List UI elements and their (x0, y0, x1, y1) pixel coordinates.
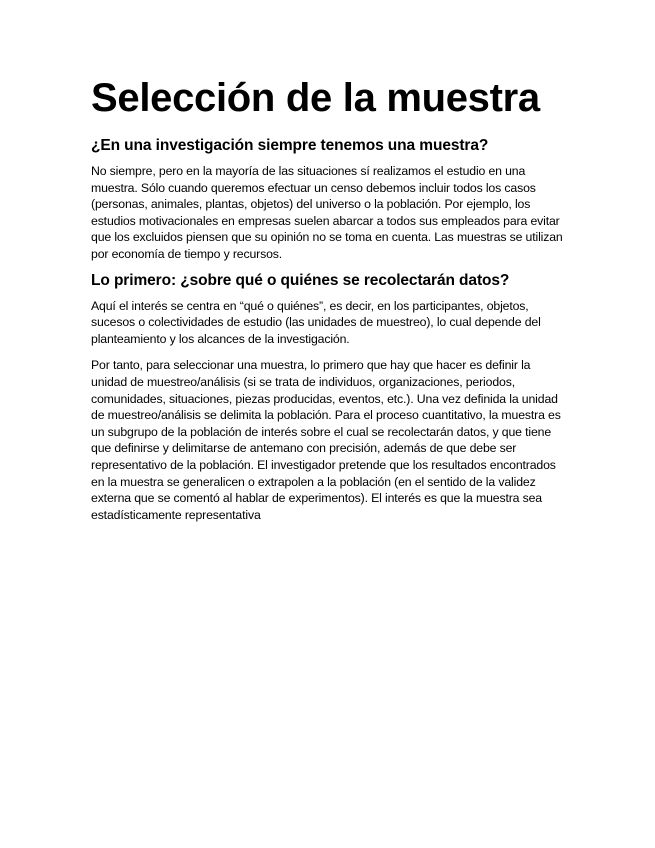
paragraph-sample-explanation: No siempre, pero en la mayoría de las situaciones sí realizamos el estudio en una muestra. Sólo cuando queremos efectuar un censo debemos incluir todos los casos (personas, animales, plantas, objetos) del universo o la población. Por ejemplo, los estudios motivacionales en empresas suelen abarcar a todos sus empleados para evitar que los excluidos piensen que su opinión no se toma en cuenta. Las muestras se utilizan por economía de tiempo y recursos. (91, 164, 563, 261)
section-heading-sample-question: ¿En una investigación siempre tenemos una muestra? (91, 137, 489, 154)
document-page (91, 72, 566, 523)
paragraph-sampling-units: Aquí el interés se centra en “qué o quiénes”, es decir, en los participantes, objetos, sucesos o colectividades de estudio (las unidades de muestreo), lo cual depende del planteamiento y los alcances de la investigación. (91, 298, 541, 346)
paragraph-sample-definition: Por tanto, para seleccionar una muestra, lo primero que hay que hacer es definir la unidad de muestreo/análisis (si se trata de individuos, organizaciones, periodos, comunidades, situaciones, piezas producidas, eventos, etc.). Una vez definida la unidad de muestreo/análisis se delimita la población. Para el proceso cuantitativo, la muestra es un subgrupo de la población de interés sobre el cual se recolectarán datos, y que tiene que definirse y delimitarse de antemano con precisión, además de que debe ser representativo de la población. El investigador pretende que los resultados encontrados en la muestra se generalicen o extrapolen a la población (en el sentido de la validez externa que se comentó al hablar de experimentos). El interés es que la muestra sea estadísticamente representativa (91, 358, 561, 522)
section-heading-data-subjects: Lo primero: ¿sobre qué o quiénes se recolectarán datos? (91, 271, 510, 289)
document-title: Selección de la muestra (91, 76, 540, 120)
